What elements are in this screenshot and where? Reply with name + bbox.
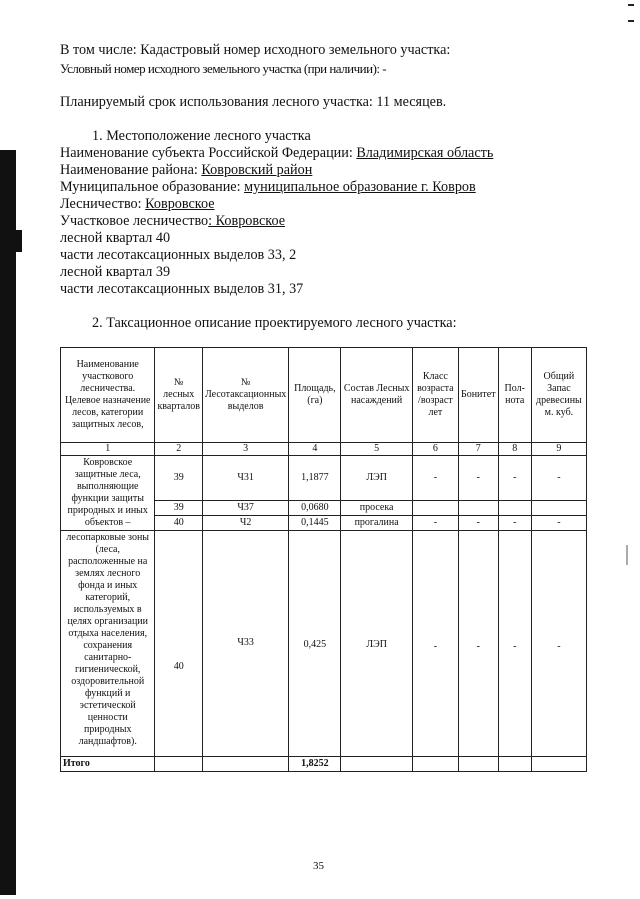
header-plot: № Лесотаксационных выделов bbox=[202, 348, 288, 443]
area-cell: 1,1877 bbox=[289, 456, 341, 501]
district-label: Наименование района: bbox=[60, 162, 202, 178]
forestry-value: Ковровское bbox=[145, 196, 215, 212]
header-density: Пол-нота bbox=[498, 348, 531, 443]
plot-cell: Ч31 bbox=[202, 456, 288, 501]
column-number: 2 bbox=[155, 443, 202, 456]
stock-cell bbox=[531, 500, 586, 515]
scan-mark bbox=[626, 545, 628, 565]
purpose-cell-top: Ковровское защитные леса, выполняющие функции защиты природных и иных объектов – bbox=[61, 456, 155, 531]
bonitet-cell: - bbox=[458, 456, 498, 501]
quarter-cell: 39 bbox=[155, 500, 202, 515]
column-number: 3 bbox=[202, 443, 288, 456]
composition-cell: просека bbox=[341, 500, 413, 515]
composition-cell: ЛЭП bbox=[341, 456, 413, 501]
taxation-table bbox=[60, 347, 587, 772]
quarter-40-line: лесной квартал 40 bbox=[60, 230, 171, 246]
column-number: 6 bbox=[412, 443, 458, 456]
district-value: Ковровский район bbox=[201, 162, 313, 178]
area-cell: 0,425 bbox=[289, 531, 341, 757]
conditional-number-line: Условный номер исходного земельного участка (при наличии): - bbox=[60, 61, 387, 76]
density-cell: - bbox=[498, 515, 531, 530]
column-number: 1 bbox=[61, 443, 155, 456]
composition-cell: прогалина bbox=[341, 515, 413, 530]
quarter-cell: 40 bbox=[155, 531, 202, 757]
stock-cell: - bbox=[531, 515, 586, 530]
density-cell bbox=[498, 500, 531, 515]
district-forestry-value: : Ковровское bbox=[208, 213, 286, 229]
area-cell: 0,1445 bbox=[289, 515, 341, 530]
bonitet-cell bbox=[458, 500, 498, 515]
taxation-heading: 2. Таксационное описание проектируемого лесного участка: bbox=[92, 315, 457, 331]
header-area: Площадь, (га) bbox=[289, 348, 341, 443]
area-cell: 0,0680 bbox=[289, 500, 341, 515]
forestry-label: Лесничество: bbox=[60, 196, 146, 212]
subject-value: Владимирская область bbox=[356, 145, 494, 161]
page-number: 35 bbox=[313, 860, 324, 872]
location-heading: 1. Местоположение лесного участка bbox=[92, 128, 311, 144]
age-cell: - bbox=[412, 515, 458, 530]
district-line bbox=[60, 162, 312, 179]
scan-edge-shadow bbox=[0, 150, 16, 895]
column-number: 5 bbox=[341, 443, 413, 456]
municipal-line bbox=[60, 179, 476, 196]
bonitet-cell: - bbox=[458, 515, 498, 530]
table-header-row bbox=[61, 348, 587, 443]
column-number: 8 bbox=[498, 443, 531, 456]
subject-line bbox=[60, 145, 493, 162]
stock-cell: - bbox=[531, 456, 586, 501]
district-forestry-line bbox=[60, 213, 285, 230]
header-quarter: № лесных кварталов bbox=[155, 348, 202, 443]
total-area: 1,8252 bbox=[289, 757, 341, 772]
district-forestry-label: Участковое лесничество bbox=[60, 213, 209, 229]
plots-39-line: части лесотаксационных выделов 31, 37 bbox=[60, 281, 304, 297]
column-number: 4 bbox=[289, 443, 341, 456]
municipal-value: муниципальное образование г. Ковров bbox=[244, 179, 476, 195]
purpose-cell-bottom: лесопарковые зоны (леса, расположенные на землях лесного фонда и иных категорий, используемых в целях организации отдыха населения, сохранения санитарно-гигиенической, оздоровительной функций и эстетической ценности природных ландшафтов). bbox=[61, 531, 155, 757]
density-cell: - bbox=[498, 456, 531, 501]
quarter-cell: 39 bbox=[155, 456, 202, 501]
density-cell: - bbox=[498, 531, 531, 757]
age-cell: - bbox=[412, 531, 458, 757]
municipal-label: Муниципальное образование: bbox=[60, 179, 245, 195]
age-cell: - bbox=[412, 456, 458, 501]
composition-cell: ЛЭП bbox=[341, 531, 413, 757]
header-age-class: Класс возраста /возраст лет bbox=[412, 348, 458, 443]
header-bonitet: Бонитет bbox=[458, 348, 498, 443]
column-number: 9 bbox=[531, 443, 586, 456]
plot-cell: Ч37 bbox=[202, 500, 288, 515]
header-composition: Состав Лесных насаждений bbox=[341, 348, 413, 443]
header-purpose: Наименование участкового лесничества. Целевое назначение лесов, категории защитных лесов, bbox=[61, 348, 155, 443]
column-number: 7 bbox=[458, 443, 498, 456]
scan-mark bbox=[628, 4, 634, 22]
table-row bbox=[61, 456, 587, 501]
header-stock: Общий Запас древесины м. куб. bbox=[531, 348, 586, 443]
plot-cell: Ч2 bbox=[202, 515, 288, 530]
table-row bbox=[61, 531, 587, 757]
term-line: Планируемый срок использования лесного участка: 11 месяцев. bbox=[60, 94, 447, 110]
column-number-row bbox=[61, 443, 587, 456]
cadastral-line: В том числе: Кадастровый номер исходного земельного участка: bbox=[60, 42, 451, 58]
subject-label: Наименование субъекта Российской Федерации: bbox=[60, 145, 357, 161]
plots-40-line: части лесотаксационных выделов 33, 2 bbox=[60, 247, 297, 263]
forestry-line bbox=[60, 196, 215, 213]
age-cell bbox=[412, 500, 458, 515]
total-label: Итого bbox=[61, 757, 155, 772]
quarter-cell: 40 bbox=[155, 515, 202, 530]
quarter-39-line: лесной квартал 39 bbox=[60, 264, 171, 280]
bonitet-cell: - bbox=[458, 531, 498, 757]
stock-cell: - bbox=[531, 531, 586, 757]
total-row bbox=[61, 757, 587, 772]
plot-cell: Ч33 bbox=[202, 531, 288, 757]
